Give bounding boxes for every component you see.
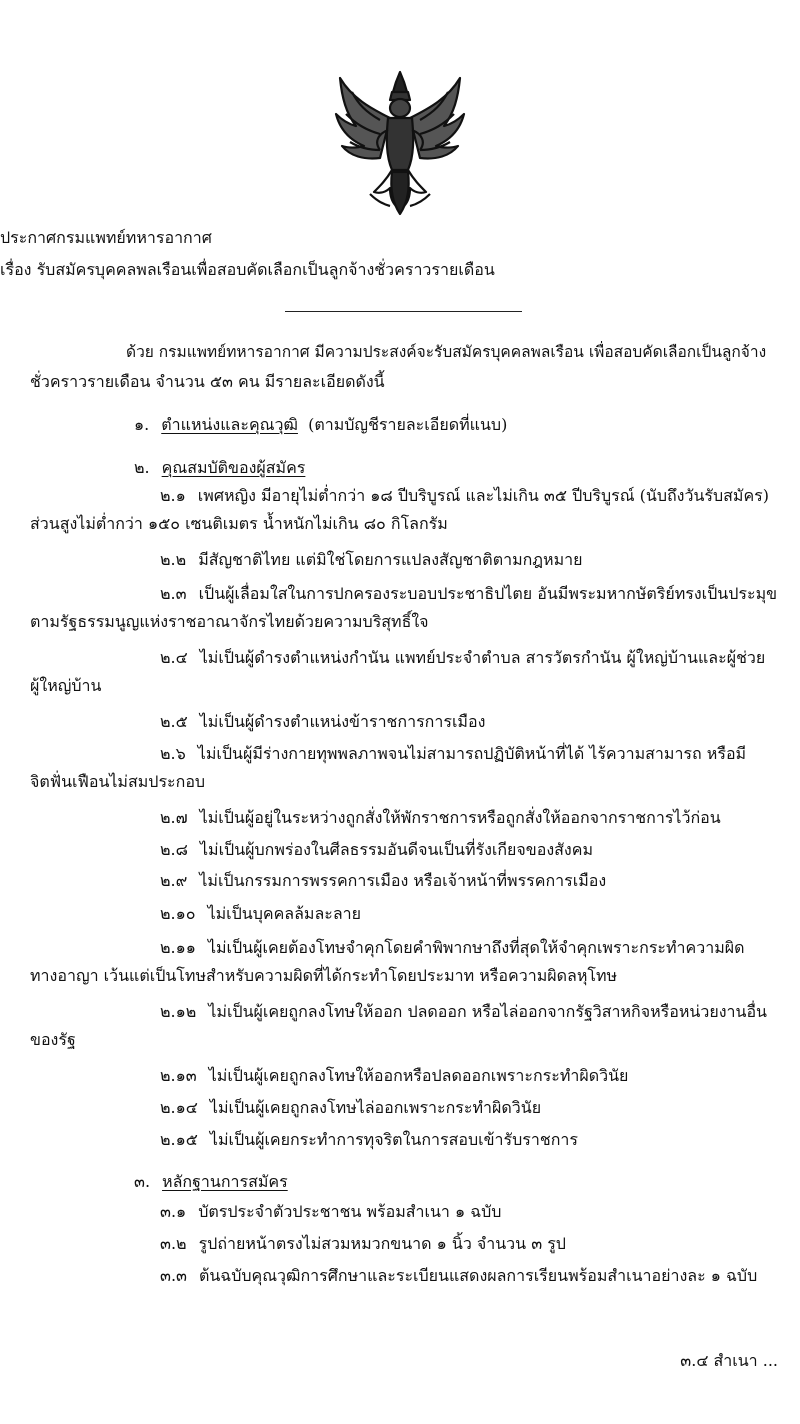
list-item-continuation: ส่วนสูงไม่ต่ำกว่า ๑๕๐ เซนติเมตร น้ำหนักไม่เกิน ๘๐ กิโลกรัม: [30, 514, 448, 533]
list-item-continuation: ตามรัฐธรรมนูญแห่งราชอาณาจักรไทยด้วยความบริสุทธิ์ใจ: [30, 612, 429, 631]
continuation-marker: ๓.๔ สำเนา ...: [680, 1351, 778, 1370]
garuda-emblem-icon: [330, 68, 470, 218]
section-1-heading: [134, 414, 507, 436]
list-item-continuation: ของรัฐ: [30, 1030, 76, 1049]
section-2-title: คุณสมบัติของผู้สมัคร: [161, 458, 306, 477]
document-title: ประกาศกรมแพทย์ทหารอากาศ: [0, 228, 212, 247]
section-1-note: (ตามบัญชีรายละเอียดที่แนบ): [308, 415, 508, 434]
section-2-number: ๒.: [134, 458, 150, 477]
list-item: ๒.๑ เพศหญิง มีอายุไม่ต่ำกว่า ๑๘ ปีบริบูรณ์ และไม่เกิน ๓๕ ปีบริบูรณ์ (นับถึงวันรับสมัคร): [160, 486, 770, 505]
list-item: ๓.๑ บัตรประจำตัวประชาชน พร้อมสำเนา ๑ ฉบับ: [160, 1202, 502, 1221]
intro-line-1: ด้วย กรมแพทย์ทหารอากาศ มีความประสงค์จะรับสมัครบุคคลพลเรือน เพื่อสอบคัดเลือกเป็นลูกจ้าง: [126, 343, 767, 361]
section-3-number: ๓.: [134, 1172, 151, 1191]
section-1-title: ตำแหน่งและคุณวุฒิ: [161, 415, 298, 434]
list-item-continuation: ทางอาญา เว้นแต่เป็นโทษสำหรับความผิดที่ได้กระทำโดยประมาท หรือความผิดลหุโทษ: [30, 966, 618, 985]
list-item: ๒.๑๒ ไม่เป็นผู้เคยถูกลงโทษให้ออก ปลดออก หรือไล่ออกจากรัฐวิสาหกิจหรือหน่วยงานอื่น: [160, 1002, 767, 1021]
list-item: ๒.๑๔ ไม่เป็นผู้เคยถูกลงโทษไล่ออกเพราะกระทำผิดวินัย: [160, 1098, 542, 1117]
list-item: ๒.๙ ไม่เป็นกรรมการพรรคการเมือง หรือเจ้าหน้าที่พรรคการเมือง: [160, 871, 607, 890]
list-item: ๒.๓ เป็นผู้เลื่อมใสในการปกครองระบอบประชาธิปไตย อันมีพระมหากษัตริย์ทรงเป็นประมุข: [160, 584, 778, 603]
list-item: ๓.๓ ต้นฉบับคุณวุฒิการศึกษาและระเบียนแสดงผลการเรียนพร้อมสำเนาอย่างละ ๑ ฉบับ: [160, 1266, 758, 1285]
section-3-heading: [134, 1171, 288, 1193]
document-subject: เรื่อง รับสมัครบุคคลพลเรือนเพื่อสอบคัดเลือกเป็นลูกจ้างชั่วคราวรายเดือน: [0, 260, 495, 279]
intro-line-2: ชั่วคราวรายเดือน จำนวน ๕๓ คน มีรายละเอียดดังนี้: [30, 372, 385, 391]
list-item: ๓.๒ รูปถ่ายหน้าตรงไม่สวมหมวกขนาด ๑ นิ้ว จำนวน ๓ รูป: [160, 1234, 566, 1253]
list-item: ๒.๘ ไม่เป็นผู้บกพร่องในศีลธรรมอันดีจนเป็นที่รังเกียจของสังคม: [160, 840, 593, 859]
list-item: ๒.๗ ไม่เป็นผู้อยู่ในระหว่างถูกสั่งให้พักราชการหรือถูกสั่งให้ออกจากราชการไว้ก่อน: [160, 808, 721, 827]
list-item: ๒.๔ ไม่เป็นผู้ดำรงตำแหน่งกำนัน แพทย์ประจำตำบล สารวัตรกำนัน ผู้ใหญ่บ้านและผู้ช่วย: [160, 648, 766, 667]
list-item: ๒.๖ ไม่เป็นผู้มีร่างกายทุพพลภาพจนไม่สามารถปฏิบัติหน้าที่ได้ ไร้ความสามารถ หรือมี: [160, 744, 747, 763]
list-item-continuation: ผู้ใหญ่บ้าน: [30, 676, 102, 695]
list-item: ๒.๑๑ ไม่เป็นผู้เคยต้องโทษจำคุกโดยคำพิพากษาถึงที่สุดให้จำคุกเพราะกระทำความผิด: [160, 938, 745, 957]
list-item: ๒.๒ มีสัญชาติไทย แต่มิใช่โดยการแปลงสัญชาติตามกฎหมาย: [160, 550, 583, 569]
list-item: ๒.๑๕ ไม่เป็นผู้เคยกระทำการทุจริตในการสอบเข้ารับราชการ: [160, 1130, 578, 1149]
list-item: ๒.๕ ไม่เป็นผู้ดำรงตำแหน่งข้าราชการการเมือง: [160, 712, 486, 731]
list-item-continuation: จิตฟั่นเฟือนไม่สมประกอบ: [30, 772, 206, 791]
list-item: ๒.๑๓ ไม่เป็นผู้เคยถูกลงโทษให้ออกหรือปลดออกเพราะกระทำผิดวินัย: [160, 1066, 629, 1085]
section-1-number: ๑.: [134, 415, 150, 434]
section-2-heading: [134, 457, 305, 479]
section-3-title: หลักฐานการสมัคร: [162, 1172, 288, 1191]
list-item: ๒.๑๐ ไม่เป็นบุคคลล้มละลาย: [160, 904, 361, 923]
title-divider: [285, 311, 522, 312]
